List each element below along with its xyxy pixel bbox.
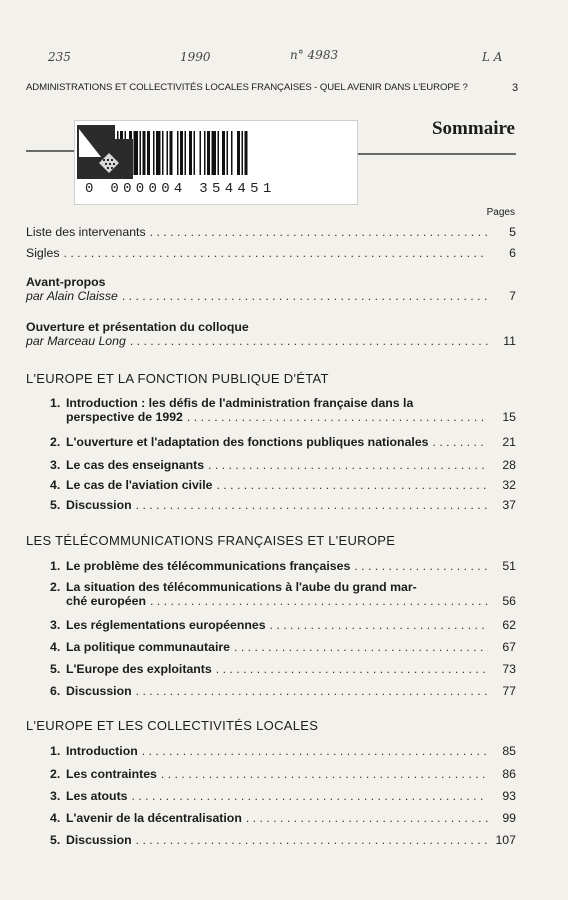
toc-entry-title: Discussion (66, 684, 132, 698)
toc-entry-page: 37 (502, 498, 516, 512)
barcode-bar (242, 131, 244, 175)
toc-entry-title: Avant-propos (26, 275, 106, 289)
toc-entry-title: Discussion (66, 498, 132, 512)
toc-entry-title: Discussion (66, 833, 132, 847)
barcode-bar (227, 131, 229, 175)
page-title: Sommaire (431, 118, 515, 139)
toc-entry-title: Le problème des télécommunications françaises (66, 559, 351, 573)
barcode-bar (222, 131, 225, 175)
barcode-bar (200, 131, 202, 175)
toc-entry-title: Sigles (26, 246, 60, 260)
toc-entry-title: Ouverture et présentation du colloque (26, 320, 249, 334)
toc-entry-page: 7 (509, 289, 516, 303)
barcode-bar (189, 131, 192, 175)
toc-entry-title: La politique communautaire (66, 640, 230, 654)
toc-entry-s1-1: 1. Introduction : les défis de l'administration française dans la perspective de 1992 . . . 15 (50, 396, 516, 424)
barcode-bar (162, 131, 164, 175)
toc-entry-page: 93 (502, 789, 516, 803)
toc-entry-sigles (26, 246, 516, 260)
toc-entry-intervenants (26, 225, 516, 239)
toc-entry-title: L'ouverture et l'adaptation des fonctions publiques nationales (66, 435, 429, 449)
toc-entry-page: 77 (502, 684, 516, 698)
toc-entry-avant-propos (26, 275, 516, 303)
toc-entry-title: Les contraintes (66, 767, 157, 781)
toc-entry-title: perspective de 1992 (66, 410, 183, 424)
toc-entry-title: Le cas des enseignants (66, 458, 205, 472)
toc-entry-s2-5: 5. L'Europe des exploitants . . . 73 (50, 662, 516, 676)
handwritten-note-1: 235 (48, 50, 71, 64)
handwritten-note-4: L A (482, 50, 503, 64)
toc-entry-title: Introduction (66, 744, 138, 758)
toc-entry-page: 32 (502, 478, 516, 492)
toc-entry-s1-5: 5. Discussion . . . 37 (50, 498, 516, 512)
toc-entry-page: 28 (502, 458, 516, 472)
running-head (26, 82, 518, 93)
barcode-bar (140, 131, 142, 175)
header-rule-right (356, 153, 516, 155)
toc-entry-s2-2: 2. La situation des télécommunications à l'aube du grand mar- ché européen . . . 56 (50, 580, 516, 608)
toc-entry-s3-4: 4. L'avenir de la décentralisation . . . 99 (50, 811, 516, 825)
toc-entry-title-line: La situation des télécommunications à l'aube du grand mar- (66, 580, 417, 594)
barcode-bar (143, 131, 146, 175)
barcode-bar (153, 131, 155, 175)
toc-entry-title: L'avenir de la décentralisation (66, 811, 242, 825)
toc-entry-s1-2: 2. L'ouverture et l'adaptation des fonctions publiques nationales . . . 21 (50, 435, 516, 449)
running-head-title: ADMINISTRATIONS ET COLLECTIVITÉS LOCALES FRANÇAISES - QUEL AVENIR DANS L'EUROPE ? (26, 82, 468, 93)
toc-entry-page: 67 (502, 640, 516, 654)
toc-entry-page: 15 (502, 410, 516, 424)
barcode-bar (170, 131, 173, 175)
toc-entry-s3-5: 5. Discussion . . . 107 (50, 833, 516, 847)
toc-entry-page: 107 (495, 833, 516, 847)
barcode-bar (212, 131, 217, 175)
toc-entry-page: 5 (509, 225, 516, 239)
toc-entry-s1-4: 4. Le cas de l'aviation civile . . . 32 (50, 478, 516, 492)
toc-entry-page: 56 (502, 594, 516, 608)
toc-entry-author: par Alain Claisse (26, 289, 118, 303)
toc-entry-author: par Marceau Long (26, 334, 126, 348)
toc-entry-title: ché européen (66, 594, 146, 608)
toc-entry-title: Les atouts (66, 789, 128, 803)
barcode-bar (194, 131, 196, 175)
barcode-bar (156, 131, 161, 175)
toc-entry-title: Liste des intervenants (26, 225, 146, 239)
section-title-telecommunications: LES TÉLÉCOMMUNICATIONS FRANÇAISES ET L'EUROPE (26, 533, 396, 548)
barcode-bar (231, 131, 233, 175)
header-rule-left (26, 150, 74, 152)
handwritten-note-2: 1990 (180, 50, 211, 64)
toc-entry-s3-2: 2. Les contraintes . . . 86 (50, 767, 516, 781)
section-title-fonction-publique: L'EUROPE ET LA FONCTION PUBLIQUE D'ÉTAT (26, 371, 329, 386)
barcode-bar (167, 131, 169, 175)
barcode-bar (245, 131, 248, 175)
toc-entry-title: L'Europe des exploitants (66, 662, 212, 676)
section-title-collectivites: L'EUROPE ET LES COLLECTIVITÉS LOCALES (26, 718, 319, 733)
toc-entry-page: 21 (502, 435, 516, 449)
toc-entry-page: 86 (502, 767, 516, 781)
barcode-bar (207, 131, 210, 175)
toc-entry-page: 51 (502, 559, 516, 573)
barcode-bar (147, 131, 150, 175)
toc-entry-page: 62 (502, 618, 516, 632)
toc-entry-s2-6: 6. Discussion . . . 77 (50, 684, 516, 698)
barcode-bar (185, 131, 187, 175)
toc-entry-page: 99 (502, 811, 516, 825)
barcode-label (74, 120, 358, 205)
toc-entry-s3-1: 1. Introduction . . . 85 (50, 744, 516, 758)
toc-entry-ouverture (26, 320, 516, 348)
toc-entry-page: 73 (502, 662, 516, 676)
toc-entry-s3-3: 3. Les atouts . . . 93 (50, 789, 516, 803)
barcode-bar (218, 131, 220, 175)
toc-entry-page: 85 (502, 744, 516, 758)
handwritten-note-3: n° 4983 (290, 48, 339, 62)
running-head-page: 3 (511, 82, 518, 94)
library-logo-icon (75, 121, 137, 183)
barcode-bar (180, 131, 183, 175)
barcode-number: 0 000004 354451 (85, 181, 276, 197)
toc-entry-title-line: Introduction : les défis de l'administration française dans la (66, 396, 414, 410)
toc-entry-s1-3: 3. Le cas des enseignants . . . 28 (50, 458, 516, 472)
toc-entry-s2-4: 4. La politique communautaire . . . 67 (50, 640, 516, 654)
toc-entry-s2-3: 3. Les réglementations européennes . . . 62 (50, 618, 516, 632)
toc-entry-title: Le cas de l'aviation civile (66, 478, 213, 492)
toc-entry-page: 6 (509, 246, 516, 260)
pages-column-label: Pages (486, 207, 515, 218)
toc-entry-s2-1: 1. Le problème des télécommunications françaises . . . 51 (50, 559, 516, 573)
toc-entry-title: Les réglementations européennes (66, 618, 266, 632)
barcode-bar (237, 131, 240, 175)
barcode-bar (177, 131, 179, 175)
barcode-bar (204, 131, 206, 175)
toc-entry-page: 11 (503, 334, 516, 348)
